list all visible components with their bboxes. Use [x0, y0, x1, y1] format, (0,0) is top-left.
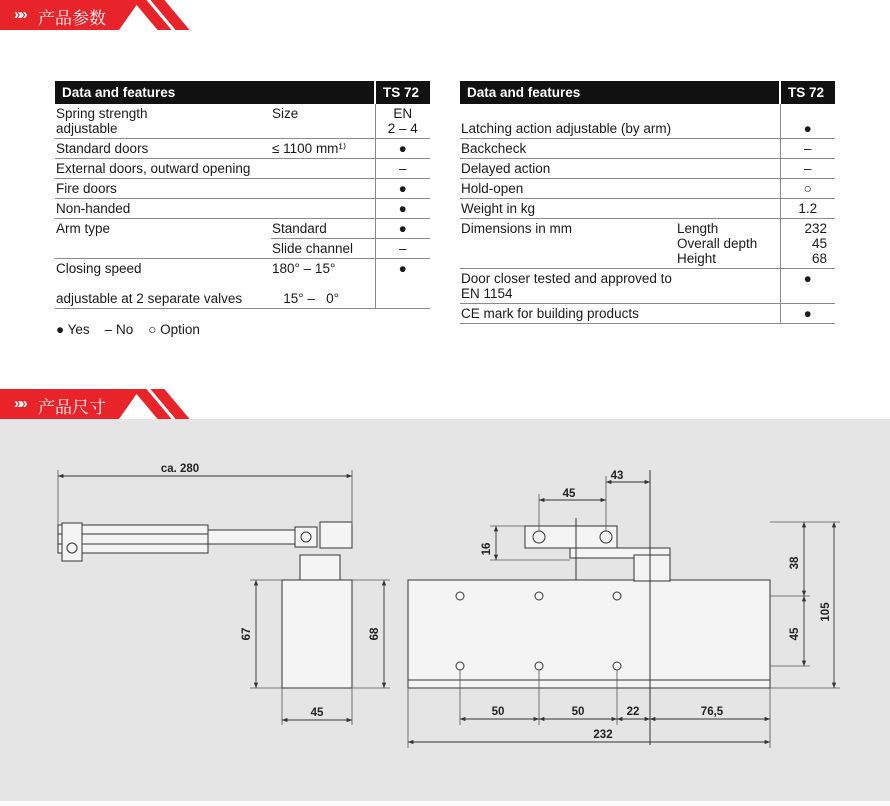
row-feature: Spring strength adjustable: [55, 104, 271, 139]
table-row: [460, 304, 835, 324]
dimension-drawing-area: [0, 419, 890, 801]
table-row: [55, 159, 430, 179]
table-header-features: Data and features: [55, 81, 375, 104]
row-value: ●: [375, 259, 430, 309]
spec-table-right: [460, 81, 835, 324]
row-detail: Standard: [271, 219, 375, 239]
row-feature: Backcheck: [460, 139, 676, 159]
row-detail: [676, 199, 780, 219]
row-feature: CE mark for building products: [460, 304, 676, 324]
row-value: ●: [780, 269, 835, 304]
row-value: –: [375, 239, 430, 259]
row-feature: Latching action adjustable (by arm): [460, 104, 676, 139]
table-row: [460, 219, 835, 269]
row-feature: Door closer tested and approved to EN 1154: [460, 269, 676, 304]
table-row: [55, 259, 430, 309]
row-detail: 180° – 15° 15° – 0°: [271, 259, 375, 309]
chevron-right-icon: »»: [14, 6, 25, 23]
table-row: [460, 199, 835, 219]
dim-label: 50: [491, 706, 505, 718]
dim-label: 68: [369, 627, 381, 641]
table-row: [460, 104, 835, 139]
row-value: –: [375, 159, 430, 179]
row-detail: [271, 199, 375, 219]
legend: ● Yes – No ○ Option: [56, 322, 200, 337]
row-value: 232 45 68: [780, 219, 835, 269]
table-row: [55, 239, 430, 259]
dim-label: 45: [789, 627, 801, 641]
table-row: [460, 159, 835, 179]
row-detail: Slide channel: [271, 239, 375, 259]
row-value: –: [780, 139, 835, 159]
dim-label: 76,5: [700, 706, 724, 718]
dim-label: 43: [610, 470, 624, 482]
row-value: EN 2 – 4: [375, 104, 430, 139]
row-feature: Delayed action: [460, 159, 676, 179]
row-feature: Weight in kg: [460, 199, 676, 219]
row-value: ●: [780, 304, 835, 324]
row-value: 1.2: [780, 199, 835, 219]
row-feature: Fire doors: [55, 179, 271, 199]
table-row: [55, 179, 430, 199]
dim-label: 16: [481, 542, 493, 556]
row-feature: External doors, outward opening: [55, 159, 271, 179]
side-view-body: [282, 555, 352, 688]
row-value: –: [780, 159, 835, 179]
row-detail: Length Overall depth Height: [676, 219, 780, 269]
row-detail: [676, 179, 780, 199]
row-value: ●: [375, 199, 430, 219]
table-row: [55, 219, 430, 239]
row-value: ●: [375, 219, 430, 239]
dim-label: 45: [562, 488, 576, 500]
row-value: ●: [375, 139, 430, 159]
dim-label: 67: [241, 627, 253, 641]
table-header-model: TS 72: [780, 81, 835, 104]
front-view-body: [408, 470, 770, 745]
row-feature: Dimensions in mm: [460, 219, 676, 269]
table-row: [460, 179, 835, 199]
row-feature: Non-handed: [55, 199, 271, 219]
row-feature: Closing speed adjustable at 2 separate valves: [55, 259, 271, 309]
chevron-right-icon: »»: [14, 395, 25, 412]
table-row: [55, 104, 430, 139]
row-detail: [271, 179, 375, 199]
row-feature: Arm type: [56, 221, 111, 236]
dim-label: ca. 280: [160, 463, 200, 475]
dim-label: 50: [571, 706, 585, 718]
section-banner-params: [0, 0, 185, 30]
section-banner-dims: [0, 389, 185, 419]
row-detail: [271, 159, 375, 179]
dim-label: 45: [310, 707, 324, 719]
table-row: [460, 139, 835, 159]
row-detail: [676, 269, 780, 304]
row-detail: [676, 139, 780, 159]
row-detail: [676, 304, 780, 324]
section-title-params: 产品参数: [38, 9, 106, 29]
row-value: ●: [780, 104, 835, 139]
row-detail: [676, 159, 780, 179]
section-title-dims: 产品尺寸: [38, 398, 106, 418]
row-value: ●: [375, 179, 430, 199]
table-row: [55, 139, 430, 159]
table-header-features: Data and features: [460, 81, 780, 104]
dim-label: 232: [593, 729, 613, 741]
row-feature: [55, 239, 271, 259]
row-detail: [676, 104, 780, 139]
row-value: ○: [780, 179, 835, 199]
dimension-drawing: [0, 419, 890, 801]
table-row: [460, 269, 835, 304]
spec-table-left: [55, 81, 430, 309]
table-row: [55, 199, 430, 219]
row-detail: ≤ 1100 mm¹⁾: [271, 139, 375, 159]
table-header-model: TS 72: [375, 81, 430, 104]
dim-label: 22: [626, 706, 640, 718]
dim-label: 105: [820, 602, 832, 622]
row-feature: Hold-open: [460, 179, 676, 199]
row-feature: Standard doors: [55, 139, 271, 159]
row-detail: Size: [271, 104, 375, 139]
dim-label: 38: [789, 556, 801, 570]
